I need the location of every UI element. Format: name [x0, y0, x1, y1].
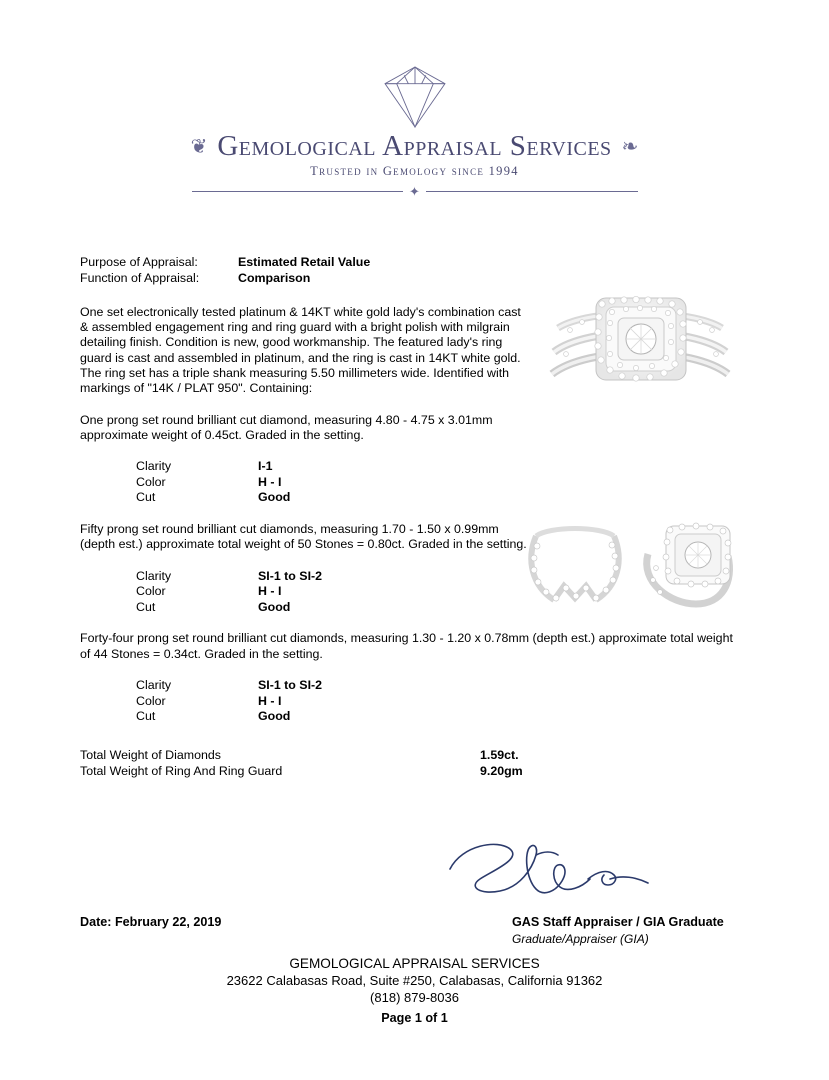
purpose-value: Estimated Retail Value: [238, 255, 371, 269]
flourish-right-icon: ❧: [621, 135, 639, 158]
spec-row: [136, 490, 750, 506]
flourish-left-icon: ❦: [190, 135, 208, 158]
spec-key: Clarity: [136, 568, 172, 583]
spec-value: Good: [258, 490, 291, 505]
document-body: [80, 255, 750, 789]
handwritten-signature-icon: [440, 835, 660, 905]
spec-value: SI-1 to SI-2: [258, 677, 323, 692]
spec-value: SI-1 to SI-2: [258, 568, 323, 583]
function-row: [80, 271, 750, 286]
item-2-specs: [136, 569, 750, 616]
spec-value: Good: [258, 709, 291, 724]
purpose-row: [80, 255, 750, 270]
item-3-specs: [136, 678, 750, 725]
divider-line-right: [426, 191, 638, 192]
diamond-icon: [365, 62, 465, 132]
divider-line-left: [192, 191, 404, 192]
spec-value: H - I: [258, 584, 282, 599]
spec-key: Color: [136, 474, 166, 489]
spec-key: Color: [136, 584, 166, 599]
spec-key: Cut: [136, 599, 156, 614]
spec-row: [136, 584, 750, 600]
brand-subtitle: Trusted in Gemology since 1994: [310, 164, 519, 178]
document-footer: [0, 955, 829, 1027]
document-header: [0, 0, 829, 198]
total-value: 1.59ct.: [480, 747, 519, 762]
spec-row: [136, 475, 750, 491]
appraiser-credential: Graduate/Appraiser (GIA): [512, 932, 649, 946]
item-1-specs: [136, 459, 750, 506]
spec-value: I-1: [258, 459, 273, 474]
appraisal-date: Date: February 22, 2019: [80, 915, 222, 929]
total-value: 9.20gm: [480, 763, 523, 778]
main-description: One set electronically tested platinum & 14KT white gold lady's combination cast & assembled engagement ring and ring guard with a bright polish with milgrain detailing finish. Condition is new, good workmanship. The featured lady's ring guard is cast and assembled in platinum, and the ring is cast in 14KT white gold. The ring set has a triple shank measuring 5.50 millimeters wide. Identified with markings of "14K / PLAT 950". Containing:: [80, 304, 521, 396]
spec-value: H - I: [258, 693, 282, 708]
footer-page-number: Page 1 of 1: [381, 1011, 448, 1025]
spec-key: Color: [136, 693, 166, 708]
spec-row: [136, 694, 750, 710]
spec-row: [136, 459, 750, 475]
purpose-block: [80, 255, 750, 287]
spec-row: [136, 600, 750, 616]
function-label: Function of Appraisal:: [80, 271, 200, 286]
divider-ornament-icon: ✦: [409, 184, 420, 199]
spec-row: [136, 678, 750, 694]
footer-address: 23622 Calabasas Road, Suite #250, Calabasas, California 91362: [226, 973, 603, 988]
spec-row: [136, 709, 750, 725]
spec-key: Clarity: [136, 459, 172, 474]
spec-key: Cut: [136, 490, 156, 505]
item-1-description: One prong set round brilliant cut diamond, measuring 4.80 - 4.75 x 3.01mm approximate weight of 0.45ct. Graded in the setting.: [80, 412, 493, 442]
spec-key: Cut: [136, 709, 156, 724]
total-row: [80, 763, 750, 779]
footer-company: GEMOLOGICAL APPRAISAL SERVICES: [289, 956, 540, 971]
total-label: Total Weight of Diamonds: [80, 747, 221, 762]
function-value: Comparison: [238, 271, 311, 286]
appraiser-title: GAS Staff Appraiser / GIA Graduate: [512, 915, 724, 929]
spec-value: H - I: [258, 474, 282, 489]
item-2-description: Fifty prong set round brilliant cut diamonds, measuring 1.70 - 1.50 x 0.99mm (depth est.) approximate total weight of 50 Stones = 0.80ct. Graded in the setting.: [80, 521, 527, 552]
item-3-description: Forty-four prong set round brilliant cut diamonds, measuring 1.30 - 1.20 x 0.78mm (depth est.) approximate total weight of 44 Stones = 0.34ct. Graded in the setting.: [80, 631, 733, 661]
spec-key: Clarity: [136, 677, 172, 692]
totals-block: [80, 747, 750, 779]
total-row: [80, 747, 750, 763]
brand-title-row: [0, 130, 829, 163]
purpose-label: Purpose of Appraisal:: [80, 255, 198, 269]
footer-phone: (818) 879-8036: [370, 990, 459, 1005]
header-divider: [192, 185, 638, 198]
total-label: Total Weight of Ring And Ring Guard: [80, 763, 283, 778]
spec-value: Good: [258, 599, 291, 614]
spec-row: [136, 569, 750, 585]
brand-title: Gemological Appraisal Services: [217, 130, 612, 162]
